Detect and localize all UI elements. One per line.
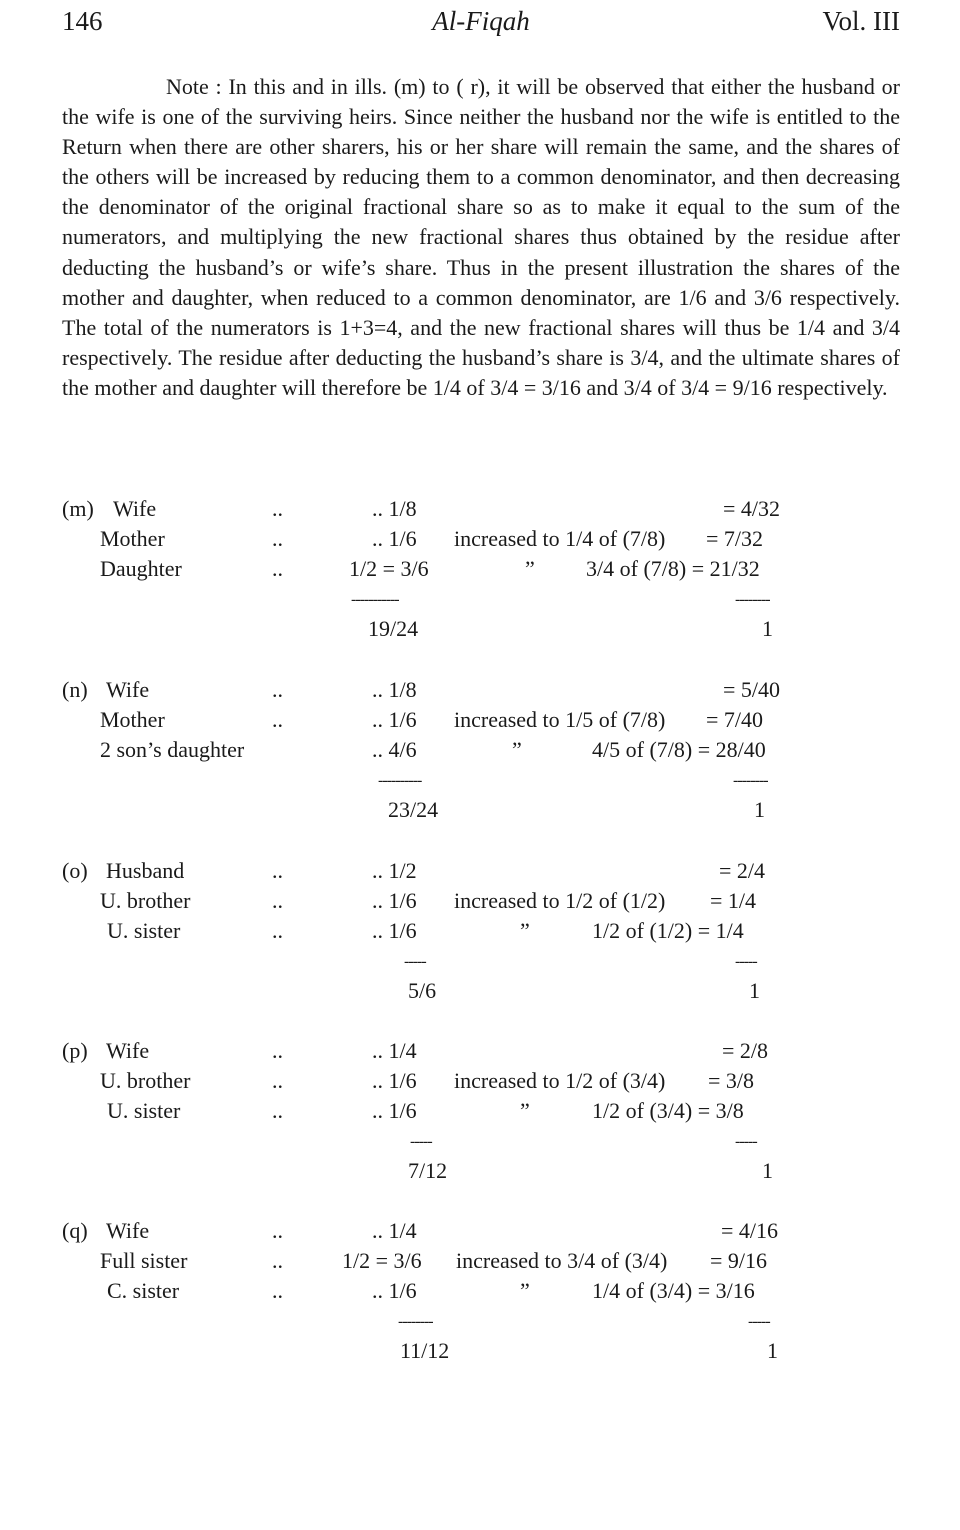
result-value: = 7/32 bbox=[706, 526, 764, 551]
heir-name: Husband bbox=[106, 858, 185, 883]
result-value: = 2/4 bbox=[718, 858, 765, 883]
increase-text: increased to 1/2 of (3/4) bbox=[454, 1068, 666, 1093]
leader-dots: .. bbox=[272, 1278, 283, 1303]
total-left: 5/6 bbox=[408, 978, 437, 1003]
leader-dots: .. bbox=[272, 526, 283, 551]
leader-dots: .. bbox=[272, 1248, 283, 1273]
leader-dots: .. bbox=[272, 1218, 283, 1243]
total-left: 11/12 bbox=[400, 1338, 450, 1363]
total-right: 1 bbox=[767, 1338, 778, 1363]
separator-left: ----------- bbox=[351, 591, 399, 608]
heir-name: Mother bbox=[100, 707, 165, 732]
result-value: = 4/16 bbox=[720, 1218, 778, 1243]
separator-left: -------- bbox=[398, 1313, 433, 1330]
total-right: 1 bbox=[762, 1158, 773, 1183]
heir-name: C. sister bbox=[107, 1278, 180, 1303]
separator-left: ----- bbox=[404, 953, 426, 970]
heir-name: Mother bbox=[100, 526, 165, 551]
result-value: = 1/4 bbox=[710, 888, 757, 913]
illustration-m bbox=[0, 493, 960, 663]
note-paragraph bbox=[62, 72, 900, 403]
volume-label: Vol. III bbox=[822, 6, 900, 36]
share-value: .. 1/6 bbox=[372, 888, 417, 913]
leader-dots: .. bbox=[272, 1038, 283, 1063]
heir-name: Wife bbox=[106, 1218, 150, 1243]
heir-name: Wife bbox=[113, 496, 157, 521]
result-value: = 9/16 bbox=[710, 1248, 768, 1273]
leader-dots: .. bbox=[272, 1068, 283, 1093]
ill-label: (n) bbox=[62, 677, 88, 702]
heir-name: U. sister bbox=[107, 1098, 181, 1123]
leader-dots: .. bbox=[272, 858, 283, 883]
heir-name: U. brother bbox=[100, 1068, 191, 1093]
increase-text: increased to 1/4 of (7/8) bbox=[454, 526, 666, 551]
share-value: .. 1/8 bbox=[372, 677, 417, 702]
result-value: = 4/32 bbox=[722, 496, 780, 521]
share-value: .. 1/6 bbox=[372, 1278, 417, 1303]
note-text: In this and in ills. (m) to ( r), it will be observed that either the husband or the wife is one of the surviving heirs. Since neither the husband nor the wife is entitled to the Return when there are other sharers, his or her share will remain the same, and the shares of the others will be increased by reducing them to a common denominator, and then decreasing the denominator of the original fractional share so as to make it equal to the sum of the numerators, and multiplying the new fractional shares thus obtained by the residue after deducting the husband’s or wife’s share. Thus in the present illustration the shares of the mother and daughter, when reduced to a common denominator, are 1/6 and 3/6 respectively. The total of the numerators is 1+3=4, and the new fractional shares will thus be 1/4 and 3/4 respectively. The residue after deducting the husband’s share is 3/4, and the ultimate shares of the mother and daughter will therefore be 1/4 of 3/4 = 3/16 and 3/4 of 3/4 = 9/16 respectively. bbox=[62, 74, 900, 400]
increase-text: increased to 1/5 of (7/8) bbox=[454, 707, 666, 732]
result-value: 3/4 of (7/8) = 21/32 bbox=[586, 556, 760, 581]
ditto-mark: ” bbox=[525, 556, 535, 581]
ditto-mark: ” bbox=[520, 918, 530, 943]
share-value: .. 1/6 bbox=[372, 918, 417, 943]
separator-right: -------- bbox=[735, 591, 770, 608]
share-value: .. 1/6 bbox=[372, 1098, 417, 1123]
result-value: 4/5 of (7/8) = 28/40 bbox=[592, 737, 766, 762]
note-label: Note : bbox=[166, 74, 222, 99]
increase-text: increased to 1/2 of (1/2) bbox=[454, 888, 666, 913]
result-value: = 5/40 bbox=[722, 677, 780, 702]
separator-left: ----- bbox=[410, 1133, 432, 1150]
heir-name: 2 son’s daughter bbox=[100, 737, 245, 762]
heir-name: U. brother bbox=[100, 888, 191, 913]
leader-dots: .. bbox=[272, 496, 283, 521]
share-value: .. 1/6 bbox=[372, 526, 417, 551]
heir-name: Full sister bbox=[100, 1248, 188, 1273]
heir-name: U. sister bbox=[107, 918, 181, 943]
total-right: 1 bbox=[754, 797, 765, 822]
share-value: .. 1/4 bbox=[372, 1218, 417, 1243]
ditto-mark: ” bbox=[512, 737, 522, 762]
share-value: .. 1/4 bbox=[372, 1038, 417, 1063]
illustration-n bbox=[0, 674, 960, 844]
page-header bbox=[62, 6, 900, 46]
total-right: 1 bbox=[749, 978, 760, 1003]
total-right: 1 bbox=[762, 616, 773, 641]
ill-label: (p) bbox=[62, 1038, 88, 1063]
total-left: 19/24 bbox=[368, 616, 419, 641]
leader-dots: .. bbox=[272, 918, 283, 943]
share-value: .. 1/6 bbox=[372, 1068, 417, 1093]
separator-right: ----- bbox=[735, 1133, 757, 1150]
ill-label: (m) bbox=[62, 496, 94, 521]
illustration-p bbox=[0, 1035, 960, 1205]
illustration-q bbox=[0, 1215, 960, 1385]
share-value: .. 4/6 bbox=[372, 737, 417, 762]
result-value: 1/2 of (3/4) = 3/8 bbox=[592, 1098, 744, 1123]
result-value: = 7/40 bbox=[706, 707, 764, 732]
leader-dots: .. bbox=[272, 556, 283, 581]
ditto-mark: ” bbox=[520, 1278, 530, 1303]
share-value: .. 1/2 bbox=[372, 858, 417, 883]
share-value: 1/2 = 3/6 bbox=[349, 556, 429, 581]
total-left: 7/12 bbox=[408, 1158, 448, 1183]
leader-dots: .. bbox=[272, 888, 283, 913]
separator-left: ---------- bbox=[378, 772, 422, 789]
illustration-o bbox=[0, 855, 960, 1025]
page-number: 146 bbox=[62, 6, 103, 36]
result-value: = 3/8 bbox=[708, 1068, 755, 1093]
ill-label: (o) bbox=[62, 858, 88, 883]
ditto-mark: ” bbox=[520, 1098, 530, 1123]
separator-right: -------- bbox=[733, 772, 768, 789]
heir-name: Daughter bbox=[100, 556, 182, 581]
leader-dots: .. bbox=[272, 677, 283, 702]
heir-name: Wife bbox=[106, 1038, 150, 1063]
result-value: 1/2 of (1/2) = 1/4 bbox=[592, 918, 744, 943]
separator-right: ----- bbox=[748, 1313, 770, 1330]
leader-dots: .. bbox=[272, 1098, 283, 1123]
ill-label: (q) bbox=[62, 1218, 88, 1243]
increase-text: increased to 3/4 of (3/4) bbox=[456, 1248, 668, 1273]
running-title: Al-Fiqah bbox=[432, 6, 530, 36]
result-value: = 2/8 bbox=[721, 1038, 768, 1063]
separator-right: ----- bbox=[735, 953, 757, 970]
share-value: .. 1/8 bbox=[372, 496, 417, 521]
total-left: 23/24 bbox=[388, 797, 439, 822]
share-value: 1/2 = 3/6 bbox=[342, 1248, 422, 1273]
leader-dots: .. bbox=[272, 707, 283, 732]
share-value: .. 1/6 bbox=[372, 707, 417, 732]
result-value: 1/4 of (3/4) = 3/16 bbox=[592, 1278, 755, 1303]
heir-name: Wife bbox=[106, 677, 150, 702]
